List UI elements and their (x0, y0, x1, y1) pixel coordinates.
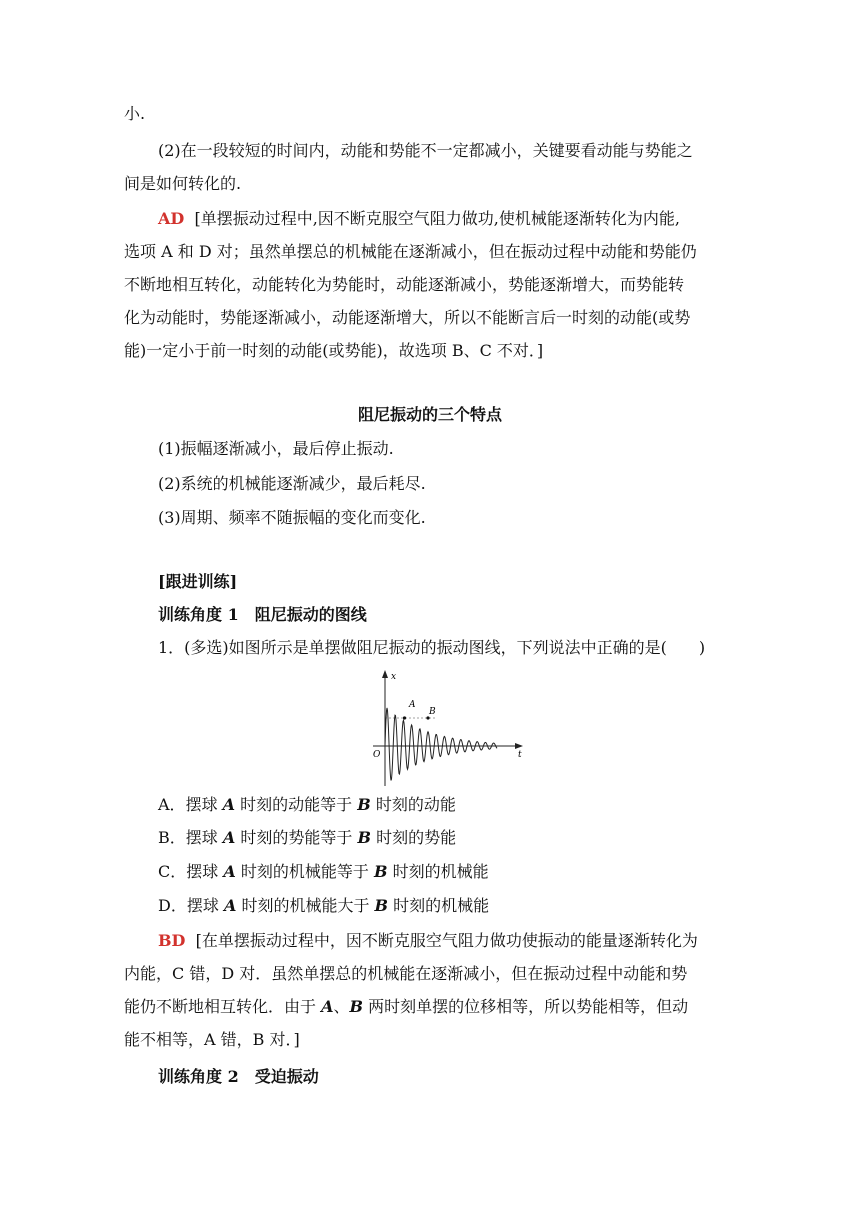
answer-key: BD (158, 931, 186, 950)
answer-line (158, 930, 698, 952)
practice-header: [跟进训练] (158, 572, 238, 591)
feature-item: (1)振幅逐渐减小，最后停止振动. (158, 439, 394, 458)
x-axis-arrow (382, 670, 388, 678)
option-d: D．摆球 A 时刻的机械能大于 B 时刻的机械能 (158, 896, 490, 915)
t-axis-arrow (515, 743, 523, 749)
answer-line (158, 208, 680, 230)
answer-line: 内能，C 错，D 对．虽然单摆总的机械能在逐渐减小，但在振动过程中动能和势 (124, 964, 688, 983)
answer-key: AD (158, 209, 185, 228)
option-c: C．摆球 A 时刻的机械能等于 B 时刻的机械能 (158, 862, 489, 881)
training-angle-heading: 训练角度 1 阻尼振动的图线 (158, 605, 367, 624)
paragraph-line: 间是如何转化的. (124, 174, 242, 193)
answer-line: 选项 A 和 D 对；虽然单摆总的机械能在逐渐减小，但在振动过程中动能和势能仍 (124, 242, 697, 261)
feature-item: (3)周期、频率不随振幅的变化而变化. (158, 508, 426, 527)
answer-text: [单摆振动过程中,因不断克服空气阻力做功,使机械能逐渐转化为内能, (194, 209, 680, 228)
origin-label: O (373, 750, 381, 760)
t-axis-label: t (518, 750, 522, 760)
point-b-label: B (429, 707, 436, 717)
answer-line: 不断地相互转化，动能转化为势能时，动能逐渐减小，势能逐渐增大，而势能转 (124, 275, 685, 294)
x-axis-label: x (391, 672, 397, 682)
section-title: 阻尼振动的三个特点 (357, 405, 502, 424)
paragraph-line: (2)在一段较短的时间内，动能和势能不一定都减小，关键要看动能与势能之 (158, 141, 693, 160)
point-a (403, 716, 406, 719)
training-angle-heading: 训练角度 2 受迫振动 (158, 1067, 319, 1086)
answer-line: 能不相等，A 错，B 对．] (124, 1030, 300, 1049)
option-b: B．摆球 A 时刻的势能等于 B 时刻的势能 (158, 828, 457, 847)
option-a: A．摆球 A 时刻的动能等于 B 时刻的动能 (158, 795, 456, 814)
damped-oscillation-figure (365, 666, 530, 788)
damped-wave-curve (385, 708, 497, 781)
question-text: 1．(多选)如图所示是单摆做阻尼振动的振动图线，下列说法中正确的是( ) (158, 638, 706, 657)
answer-line: 化为动能时，势能逐渐减小，动能逐渐增大，所以不能断言后一时刻的动能(或势 (124, 308, 691, 327)
answer-line: 能仍不断地相互转化．由于 A、B 两时刻单摆的位移相等，所以势能相等，但动 (124, 997, 689, 1016)
point-a-label: A (409, 700, 416, 710)
feature-item: (2)系统的机械能逐渐减少，最后耗尽. (158, 474, 426, 493)
answer-text: [在单摆振动过程中，因不断克服空气阻力做功使振动的能量逐渐转化为 (195, 931, 698, 950)
paragraph-line: 小. (124, 104, 146, 123)
answer-line: 能)一定小于前一时刻的动能(或势能)，故选项 B、C 不对．] (124, 341, 544, 360)
